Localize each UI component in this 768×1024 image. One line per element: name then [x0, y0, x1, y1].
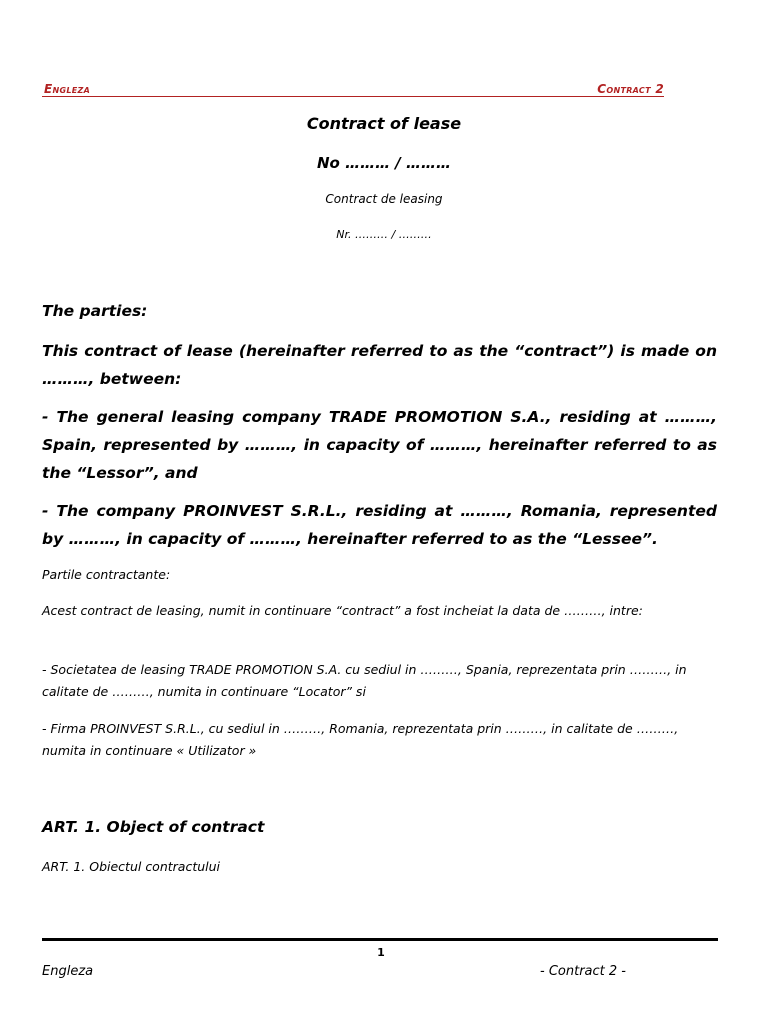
header-divider: [42, 96, 664, 97]
parties-heading-ro: Partile contractante:: [42, 567, 171, 582]
contract-subnumber: Nr. ……… / ………: [336, 228, 432, 241]
page-number: 1: [377, 946, 385, 959]
header-right-label: Contract 2: [597, 82, 664, 96]
intro-paragraph-ro: Acest contract de leasing, numit in continuare “contract” a fost incheiat la data de ………, intre:: [42, 603, 643, 618]
lessor-paragraph-en: - The general leasing company TRADE PROMOTION S.A., residing at ………, Spain, represented by ………, in capacity of ………, hereinafter referred to as the “Lessor”, and: [42, 408, 717, 482]
contract-number: No ……… / ………: [316, 154, 451, 172]
intro-paragraph-en: This contract of lease (hereinafter referred to as the “contract”) is made on ………, between:: [42, 342, 717, 388]
article-1-heading-en: ART. 1. Object of contract: [42, 818, 265, 836]
document-subtitle: Contract de leasing: [325, 192, 443, 206]
document-title: Contract of lease: [306, 114, 462, 133]
article-1-heading-ro: ART. 1. Obiectul contractului: [42, 859, 221, 874]
lessee-paragraph-ro: - Firma PROINVEST S.R.L., cu sediul in ………, Romania, reprezentata prin ………, in calitate de ………, numita in continuare « Utilizator »: [42, 721, 679, 758]
parties-heading-en: The parties:: [42, 302, 148, 320]
footer-left-label: Engleza: [42, 964, 94, 979]
lessor-paragraph-ro: - Societatea de leasing TRADE PROMOTION S.A. cu sediul in ………, Spania, reprezentata prin ………, in calitate de ………, numita in continuare “Locator” si: [42, 662, 687, 699]
footer-divider: [42, 938, 718, 941]
footer-right-label: - Contract 2 -: [540, 964, 626, 979]
header-left-label: Engleza: [44, 82, 91, 96]
lessee-paragraph-en: - The company PROINVEST S.R.L., residing at ………, Romania, represented by ………, in capacity of ………, hereinafter referred to as the “Lessee”.: [42, 502, 717, 548]
